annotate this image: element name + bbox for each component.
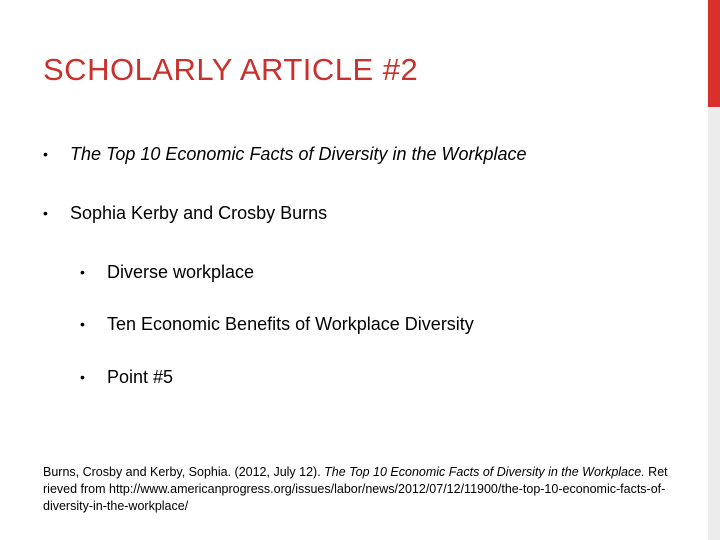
- bullet-text: Point #5: [107, 367, 174, 387]
- bullet-dot: •: [80, 369, 85, 385]
- citation-title: The Top 10 Economic Facts of Diversity in the Workplace.: [324, 465, 645, 479]
- bullet-dot: •: [43, 205, 48, 221]
- bullet-text: Sophia Kerby and Crosby Burns: [70, 203, 328, 223]
- bullet-dot: •: [43, 146, 48, 162]
- citation-retrieved: Retrieved from: [43, 465, 668, 496]
- side-accent-bar: [708, 0, 720, 107]
- bullet-text: The Top 10 Economic Facts of Diversity in the Workplace: [70, 144, 527, 164]
- citation-reference: [43, 464, 668, 515]
- side-decoration-bar: [708, 0, 720, 540]
- bullet-dot: •: [80, 264, 85, 280]
- citation-url[interactable]: http://www.americanprogress.org/issues/labor/news/2012/07/12/11900/the-top-10-economic-facts-of-diversity-in-the-workplace/: [43, 482, 666, 513]
- slide-title: SCHOLARLY ARTICLE #2: [43, 52, 419, 87]
- bullet-dot: •: [80, 316, 85, 332]
- bullet-text: Ten Economic Benefits of Workplace Diversity: [107, 314, 474, 334]
- citation-authors: Burns, Crosby and Kerby, Sophia. (2012, July 12).: [43, 465, 325, 479]
- bullet-text: Diverse workplace: [107, 262, 255, 282]
